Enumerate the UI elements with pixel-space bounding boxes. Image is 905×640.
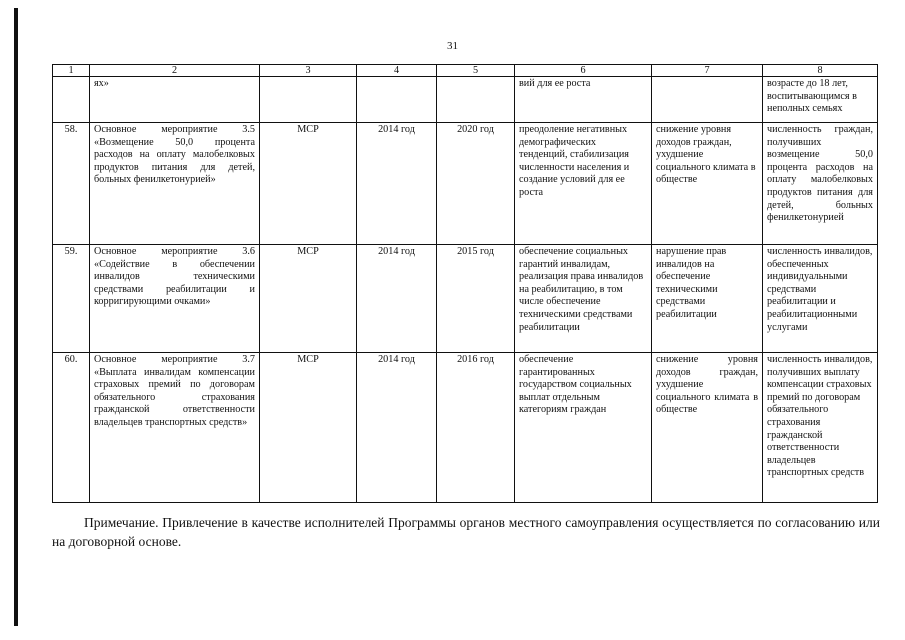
measure-name: Основное мероприятие 3.5 «Возмещение 50,0 процента расходов на оплату малобелковых продуктов питания для детей, больных фенилкетонурией» — [90, 123, 260, 245]
table-header-row — [53, 65, 878, 77]
page-number: 31 — [447, 40, 458, 52]
start-year — [357, 77, 437, 123]
binding-edge-bar — [14, 8, 18, 626]
non-implementation-consequence: снижение уровня доходов граждан, ухудшение социального климата в обществе — [652, 123, 763, 245]
col-header-7: 7 — [652, 65, 763, 77]
executor: МСР — [260, 353, 357, 503]
executor: МСР — [260, 123, 357, 245]
footnote — [52, 513, 880, 551]
col-header-3: 3 — [260, 65, 357, 77]
table-row — [53, 123, 878, 245]
table-row — [53, 353, 878, 503]
row-number: 60. — [53, 353, 90, 503]
non-implementation-consequence: снижение уровня доходов граждан, ухудшение социального климата в обществе — [652, 353, 763, 503]
non-implementation-consequence: нарушение прав инвалидов на обеспечение техническими средствами реабилитации — [652, 245, 763, 353]
table-row — [53, 77, 878, 123]
expected-result: преодоление негативных демографических тенденций, стабилизация численности населения и создание условий для ее роста — [515, 123, 652, 245]
expected-result: обеспечение социальных гарантий инвалидам, реализация права инвалидов на реабилитацию, в том числе обеспечение техническими средствами реабилитации — [515, 245, 652, 353]
end-year: 2016 год — [437, 353, 515, 503]
col-header-1: 1 — [53, 65, 90, 77]
executor: МСР — [260, 245, 357, 353]
table-row — [53, 245, 878, 353]
non-implementation-consequence — [652, 77, 763, 123]
row-number — [53, 77, 90, 123]
start-year: 2014 год — [357, 353, 437, 503]
end-year: 2015 год — [437, 245, 515, 353]
executor — [260, 77, 357, 123]
col-header-2: 2 — [90, 65, 260, 77]
measure-name: Основное мероприятие 3.6 «Содействие в обеспечении инвалидов техническими средствами реабилитации и корригирующими очками» — [90, 245, 260, 353]
col-header-8: 8 — [763, 65, 878, 77]
col-header-4: 4 — [357, 65, 437, 77]
start-year: 2014 год — [357, 245, 437, 353]
target-indicator: возрасте до 18 лет, воспитывающимся в неполных семьях — [763, 77, 878, 123]
row-number: 59. — [53, 245, 90, 353]
col-header-5: 5 — [437, 65, 515, 77]
target-indicator: численность инвалидов, обеспеченных индивидуальными средствами реабилитации и реабилитационными услугами — [763, 245, 878, 353]
measure-name: ях» — [90, 77, 260, 123]
end-year: 2020 год — [437, 123, 515, 245]
row-number: 58. — [53, 123, 90, 245]
expected-result: обеспечение гарантированных государством социальных выплат отдельным категориям граждан — [515, 353, 652, 503]
footnote-text: Примечание. Привлечение в качестве исполнителей Программы органов местного самоуправления осуществляется по согласованию или на договорной основе. — [52, 515, 880, 549]
end-year — [437, 77, 515, 123]
measure-name: Основное мероприятие 3.7 «Выплата инвалидам компенсации страховых премий по договорам обязательного страхования гражданской ответственности владельцев транспортных средств» — [90, 353, 260, 503]
measures-table — [52, 64, 878, 503]
target-indicator: численность граждан, получивших возмещение 50,0 процента расходов на оплату малобелковых продуктов питания для детей, больных фенилкетонурией — [763, 123, 878, 245]
col-header-6: 6 — [515, 65, 652, 77]
target-indicator: численность инвалидов, получивших выплату компенсации страховых премий по договорам обязательного страхования гражданской ответственности владельцев транспортных средств — [763, 353, 878, 503]
start-year: 2014 год — [357, 123, 437, 245]
expected-result: вий для ее роста — [515, 77, 652, 123]
